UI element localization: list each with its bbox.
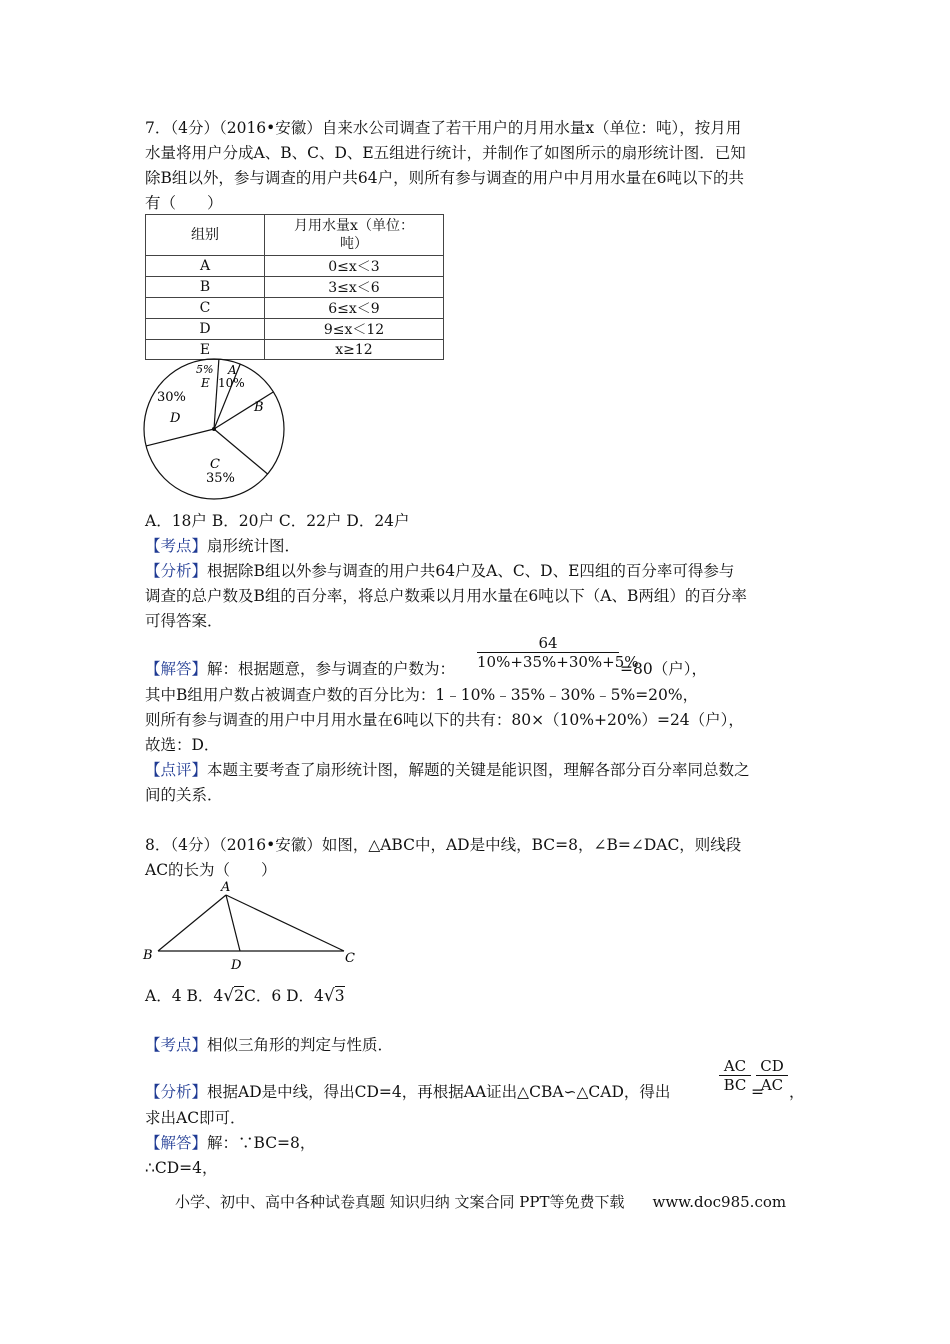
q7-jieda-line-1: 【解答】解：根据题意，参与调查的户数为：: [145, 660, 456, 678]
side-ac: [226, 895, 344, 951]
pie-label-a-pct: 10%: [218, 376, 245, 390]
table-row: B 3≤x＜6: [146, 277, 444, 298]
table-row: D 9≤x＜12: [146, 319, 444, 340]
q7-stem-line-4: 有（ ）: [145, 194, 223, 212]
q8-kaodian: 【考点】相似三角形的判定与性质．: [145, 1036, 394, 1054]
pie-label-e-pct: 5%: [196, 363, 214, 376]
pie-label-e: E: [201, 376, 210, 390]
pie-chart: [140, 356, 320, 506]
pie-boundary-d: [146, 429, 214, 446]
sqrt-2: 2: [234, 987, 244, 1005]
vertex-d: D: [231, 958, 242, 973]
sqrt-3: 3: [334, 987, 345, 1005]
q7-sol-line-2: 其中B组用户数占被调查户数的百分比为：1﹣10%﹣35%﹣30%﹣5%=20%，: [145, 686, 699, 704]
q8-fenxi-line-2: 求出AC即可．: [145, 1109, 246, 1127]
fenxi-tag: 【分析】: [145, 562, 208, 580]
jieda-tag: 【解答】: [145, 660, 208, 678]
page-footer: [175, 1191, 786, 1212]
kaodian-tag: 【考点】: [145, 1036, 208, 1054]
q7-fraction: [477, 634, 639, 671]
vertex-a: A: [221, 880, 231, 895]
q7-stem-line-1: 7．（4分）（2016•安徽）自来水公司调查了若干用户的月用水量x（单位：吨），按月用: [145, 119, 742, 137]
median-ad: [226, 895, 240, 951]
q7-stem-line-2: 水量将用户分成A、B、C、D、E五组进行统计，并制作了如图所示的扇形统计图．已知: [145, 144, 746, 162]
vertex-b: B: [143, 948, 153, 963]
q8-fenxi-line-1: 【分析】根据AD是中线，得出CD=4，再根据AA证出△CBA∽△CAD，得出: [145, 1083, 671, 1101]
q7-options: A．18户 B．20户 C．22户 D．24户: [145, 512, 410, 530]
q7-fenxi-line-1: 【分析】根据除B组以外参与调查的用户共64户及A、C、D、E四组的百分率可得参与: [145, 562, 735, 580]
table-header-row: [146, 215, 444, 256]
q8-stem-line-2: AC的长为（ ）: [145, 861, 277, 879]
header-range: 月用水量x（单位： 吨）: [265, 215, 444, 256]
table-row: E x≥12: [146, 340, 444, 360]
fraction-numerator: 64: [538, 634, 558, 652]
pie-center: [212, 427, 216, 431]
q7-fenxi-line-3: 可得答案．: [145, 612, 223, 630]
header-group: 组别: [146, 215, 265, 256]
footer-text: 小学、初中、高中各种试卷真题 知识归纳 文案合同 PPT等免费下载: [175, 1193, 625, 1211]
q8-frac-equals: =: [751, 1083, 764, 1101]
jieda-tag: 【解答】: [145, 1134, 208, 1152]
footer-url: www.doc985.com: [652, 1193, 787, 1211]
pie-boundary-b: [214, 392, 273, 429]
pie-label-d: D: [170, 411, 181, 426]
q7-fenxi-line-2: 调查的总户数及B组的百分率，将总户数乘以月用水量在6吨以下（A、B两组）的百分率: [145, 587, 747, 605]
q7-dianping-line-2: 间的关系．: [145, 786, 223, 804]
pie-label-c: C: [210, 457, 220, 472]
q8-stem-line-1: 8．（4分）（2016•安徽）如图，△ABC中，AD是中线，BC=8，∠B=∠DAC，则线段: [145, 836, 742, 854]
q7-jieda-result: =80（户），: [620, 660, 707, 678]
table-row: A 0≤x＜3: [146, 256, 444, 277]
side-ab: [158, 895, 226, 951]
fenxi-tag: 【分析】: [145, 1083, 208, 1101]
pie-label-c-pct: 35%: [206, 471, 235, 486]
q7-dianping-line-1: 【点评】本题主要考查了扇形统计图，解题的关键是能识图，理解各部分百分率同总数之: [145, 761, 750, 779]
fraction-denominator: 10%+35%+30%+5%: [477, 653, 639, 671]
q7-kaodian: 【考点】扇形统计图．: [145, 537, 301, 555]
water-usage-table: [145, 214, 444, 360]
q8-fenxi-comma: ，: [789, 1083, 805, 1101]
pie-label-a: A: [228, 363, 237, 377]
q8-cd-line: ∴CD=4，: [145, 1159, 218, 1177]
pie-boundary-c: [214, 429, 268, 474]
kaodian-tag: 【考点】: [145, 537, 208, 555]
q8-jieda: 【解答】解：∵BC=8，: [145, 1134, 316, 1152]
vertex-c: C: [345, 951, 355, 966]
q8-options: A．4 B．4√2C．6 D．4√3: [145, 986, 345, 1006]
triangle-figure: [140, 878, 365, 973]
dianping-tag: 【点评】: [145, 761, 208, 779]
table-row: C 6≤x＜9: [146, 298, 444, 319]
q7-sol-line-3: 则所有参与调查的用户中月用水量在6吨以下的共有：80×（10%+20%）=24（户），: [145, 711, 744, 729]
q7-sol-line-4: 故选：D．: [145, 736, 220, 754]
pie-label-d-pct: 30%: [157, 390, 186, 405]
pie-label-b: B: [254, 400, 264, 415]
q8-fraction-2: $\frac{CD}{AC}$: [756, 1057, 788, 1094]
q7-stem-line-3: 除B组以外，参与调查的用户共64户，则所有参与调查的用户中月用水量在6吨以下的共: [145, 169, 744, 187]
q8-fraction-1: $\frac{AC}{BC}$: [719, 1057, 751, 1094]
